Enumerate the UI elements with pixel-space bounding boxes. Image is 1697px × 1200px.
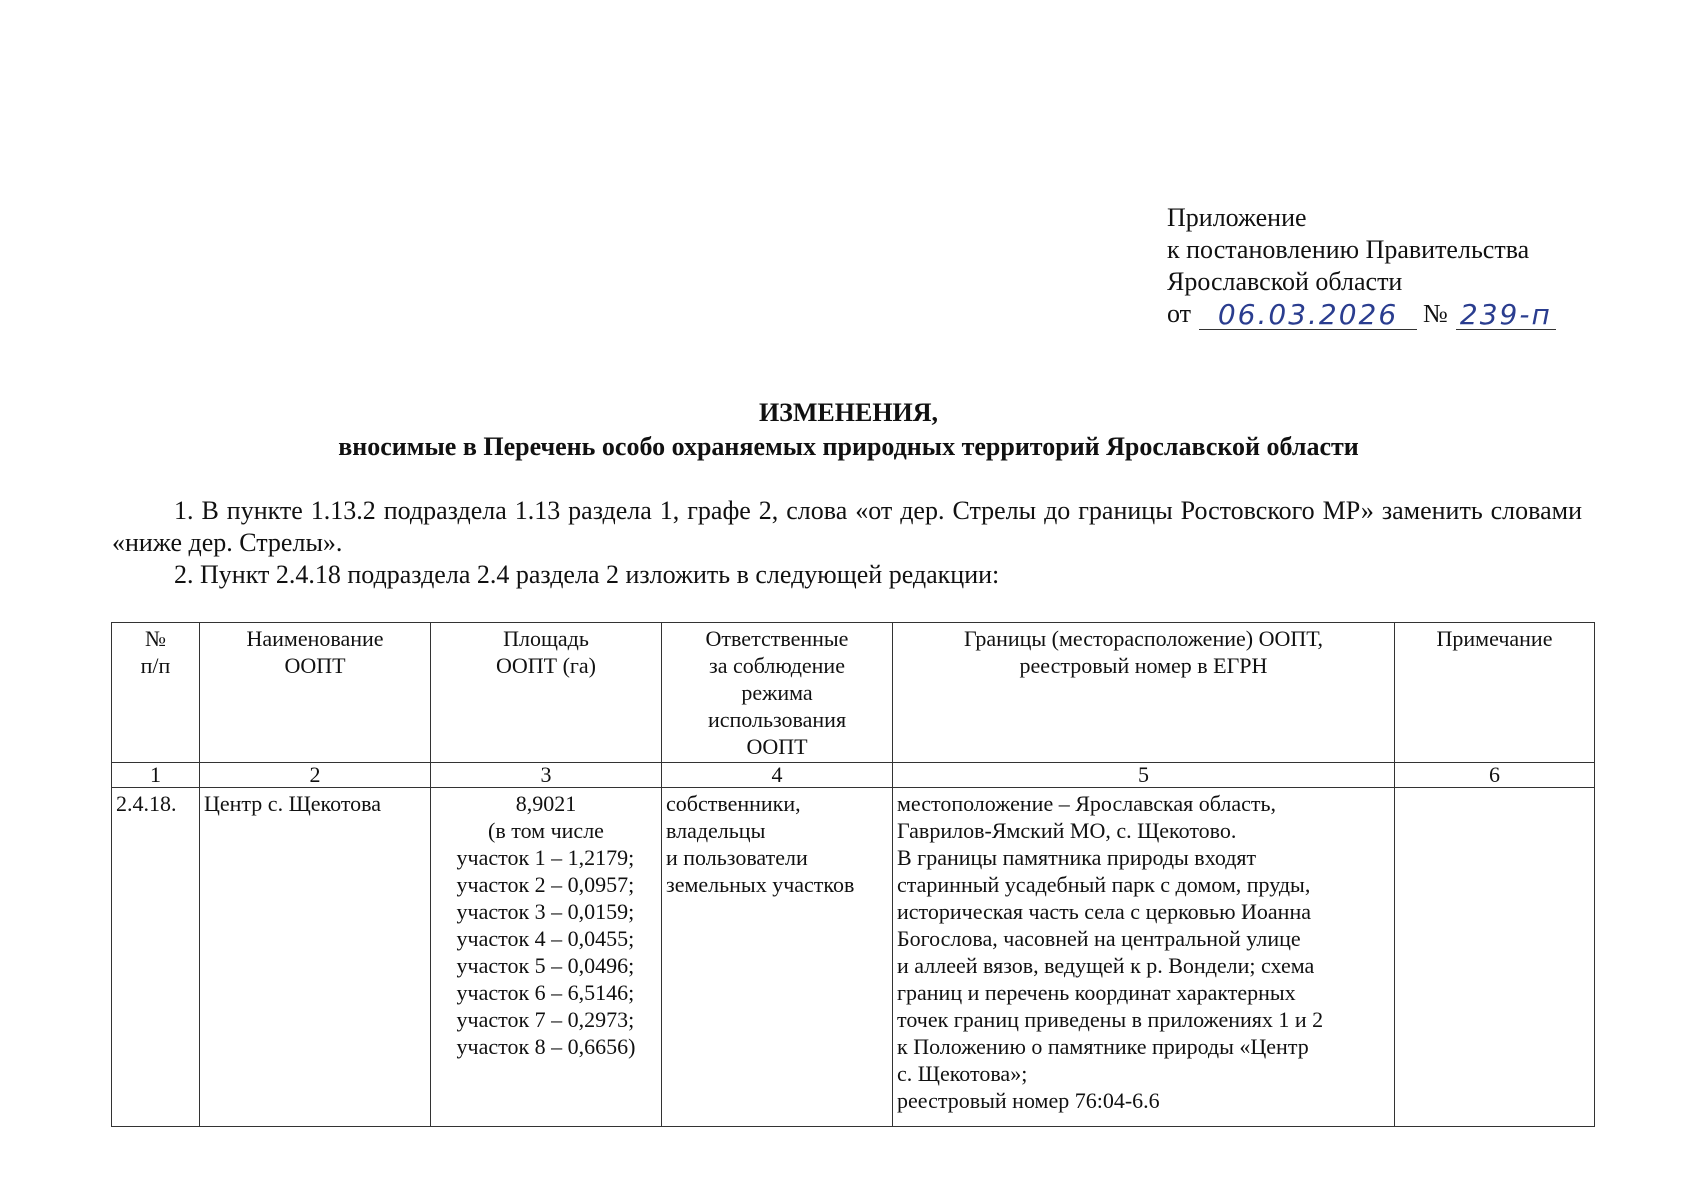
area-plots (457, 844, 636, 1060)
header-area: Площадь ООПТ (га) (431, 623, 662, 763)
header-number: № п/п (112, 623, 200, 763)
plot-item: участок 2 – 0,0957; (456, 872, 635, 897)
plot-item: участок 4 – 0,0455; (456, 926, 635, 951)
column-number: 5 (893, 763, 1395, 788)
header-boundaries: Границы (месторасположение) ООПТ, реестровый номер в ЕГРН (893, 623, 1395, 763)
column-number: 6 (1395, 763, 1595, 788)
from-label: от (1167, 299, 1192, 328)
plot-item: участок 1 – 1,2179; (456, 845, 635, 870)
plot-item: участок 8 – 0,6656) (456, 1034, 636, 1059)
row-responsible: собственники, владельцы и пользователи земельных участков (662, 788, 893, 1127)
row-name: Центр с. Щекотова (200, 788, 431, 1127)
plot-item: участок 3 – 0,0159; (456, 899, 635, 924)
plot-item: участок 7 – 0,2973; (456, 1007, 635, 1032)
table-row (112, 788, 1595, 1127)
column-number: 4 (662, 763, 893, 788)
appendix-ref-line: к постановлению Правительства (1167, 235, 1530, 264)
column-number: 1 (112, 763, 200, 788)
plot-item: участок 5 – 0,0496; (456, 953, 635, 978)
column-number: 3 (431, 763, 662, 788)
number-label: № (1423, 299, 1448, 328)
handwritten-date: 06.03.2026 (1199, 301, 1417, 330)
column-number-row (112, 763, 1595, 788)
document-title: ИЗМЕНЕНИЯ, (758, 398, 939, 427)
area-note: (в том числе (488, 818, 604, 843)
paragraph-1: 1. В пункте 1.13.2 подраздела 1.13 раздела 1, графе 2, слова «от дер. Стрелы до границы Ростовского МР» заменить словами «ниже дер. Стрелы». (112, 496, 1582, 557)
handwritten-number: 239-п (1456, 301, 1556, 330)
row-note (1395, 788, 1595, 1127)
appendix-block (1167, 202, 1556, 330)
table-header-row (112, 623, 1595, 763)
appendix-region-line: Ярославской области (1167, 267, 1403, 296)
header-responsible: Ответственные за соблюдение режима использования ООПТ (662, 623, 893, 763)
area-total: 8,9021 (515, 791, 577, 816)
paragraph-2: 2. Пункт 2.4.18 подраздела 2.4 раздела 2 изложить в следующей редакции: (174, 560, 1000, 589)
oopt-table (111, 622, 1595, 1127)
row-boundaries: местоположение – Ярославская область, Гаврилов-Ямский МО, с. Щекотово. В границы памятника природы входят старинный усадебный парк с домом, пруды, историческая часть села с церковью Иоанна Богослова, часовней на центральной улице и аллеей вязов, ведущей к р. Вондели; схема границ и перечень координат характерных точек границ приведены в приложениях 1 и 2 к Положению о памятнике природы «Центр с. Щекотова»; реестровый номер 76:04-6.6 (893, 788, 1395, 1127)
row-number: 2.4.18. (112, 788, 200, 1127)
header-name: Наименование ООПТ (200, 623, 431, 763)
appendix-date-number (1167, 298, 1556, 330)
document-subtitle: вносимые в Перечень особо охраняемых природных территорий Ярославской области (338, 432, 1359, 461)
header-note: Примечание (1395, 623, 1595, 763)
plot-item: участок 6 – 6,5146; (456, 980, 635, 1005)
column-number: 2 (200, 763, 431, 788)
appendix-label: Приложение (1167, 203, 1307, 232)
row-area (431, 788, 662, 1127)
